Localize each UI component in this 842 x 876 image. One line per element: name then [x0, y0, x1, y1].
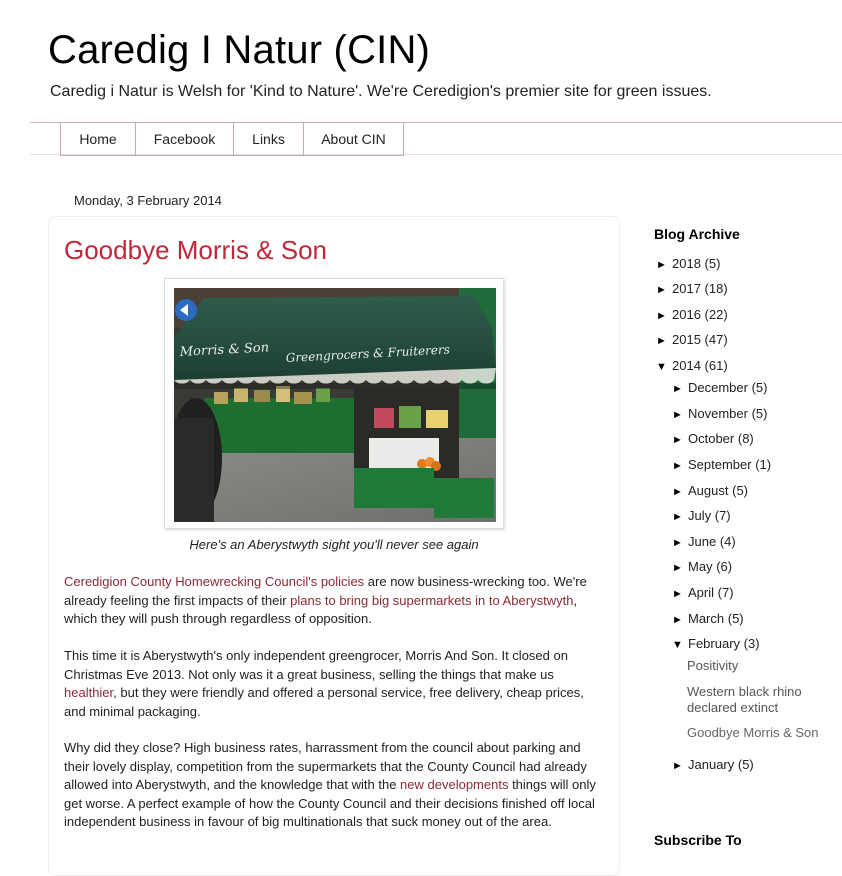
p3-text-1: Why did they close? High business rates, harrassment from the council about parking and their lovely display, competition from the supermarkets that the County Council had already allowed into Aberystwyth, and the knowledge that with the: [64, 740, 587, 792]
tab-home[interactable]: Home: [60, 122, 135, 156]
new-developments-link[interactable]: new developments: [400, 777, 509, 792]
collapsed-triangle-icon[interactable]: ►: [656, 259, 667, 271]
collapsed-triangle-icon[interactable]: ►: [656, 310, 667, 322]
archive-post-goodbye-morris[interactable]: Goodbye Morris & Son: [687, 725, 819, 740]
collapsed-triangle-icon[interactable]: ►: [672, 614, 683, 626]
site-description: Caredig i Natur is Welsh for 'Kind to Nature'. We're Ceredigion's premier site for green issues.: [50, 83, 712, 100]
archive-year-2017[interactable]: ► 2017 (18): [656, 281, 728, 296]
archive-month-february[interactable]: ▼ February (3): [672, 636, 760, 651]
p2-text-1: This time it is Aberystwyth's only independent greengrocer, Morris And Son. It closed on Christmas Eve 2013. Not only was it a great business, selling the things that make us: [64, 648, 568, 682]
awning-text-left: Morris & Son: [179, 340, 270, 360]
collapsed-triangle-icon[interactable]: ►: [672, 486, 683, 498]
collapsed-triangle-icon[interactable]: ►: [672, 562, 683, 574]
collapsed-triangle-icon[interactable]: ►: [656, 284, 667, 296]
collapsed-triangle-icon[interactable]: ►: [672, 409, 683, 421]
supermarkets-plan-link[interactable]: plans to bring big supermarkets in to Aberystwyth: [290, 592, 574, 608]
collapsed-triangle-icon[interactable]: ►: [672, 511, 683, 523]
archive-year-2015[interactable]: ► 2015 (47): [656, 332, 728, 347]
p3-text-2: things will only get worse. A perfect example of how the County Council and their decisions finished off local independent business in favour of big multinationals that suck money out of the area.: [64, 777, 596, 829]
archive-month-november[interactable]: ► November (5): [672, 406, 768, 421]
archive-month-july[interactable]: ► July (7): [672, 508, 731, 523]
archive-month-may[interactable]: ► May (6): [672, 559, 733, 574]
archive-post-western-black-rhino[interactable]: Western black rhino declared extinct: [687, 684, 802, 715]
archive-month-september[interactable]: ► September (1): [672, 457, 772, 472]
nav-tabs: [60, 122, 404, 156]
archive-month-april[interactable]: ► April (7): [672, 585, 734, 600]
collapsed-triangle-icon[interactable]: ►: [672, 383, 683, 395]
shop-front-image: [174, 288, 496, 522]
expanded-triangle-icon[interactable]: ▼: [672, 639, 683, 651]
collapsed-triangle-icon[interactable]: ►: [672, 588, 683, 600]
tab-facebook[interactable]: Facebook: [135, 122, 233, 156]
post-title[interactable]: Goodbye Morris & Son: [64, 235, 328, 265]
p2-text-2: , but they were friendly and offered a personal service, free delivery, cheap prices, and minimal packaging.: [64, 685, 584, 719]
archive-month-december[interactable]: ► December (5): [672, 380, 768, 395]
p1-text-2: , which they will push through regardless of opposition.: [64, 592, 578, 626]
archive-month-june[interactable]: ► June (4): [672, 534, 736, 549]
archive-month-january[interactable]: ► January (5): [672, 757, 754, 772]
expanded-triangle-icon[interactable]: ▼: [656, 361, 667, 373]
archive-year-2018[interactable]: ► 2018 (5): [656, 256, 721, 271]
post-image-frame[interactable]: [164, 278, 504, 529]
collapsed-triangle-icon[interactable]: ►: [672, 460, 683, 472]
image-caption: Here's an Aberystwyth sight you'll never see again: [189, 537, 479, 552]
archive-year-2014[interactable]: ▼ 2014 (61): [656, 358, 728, 373]
council-policies-link[interactable]: Ceredigion County Homewrecking Council's policies: [64, 574, 365, 589]
tab-about-cin[interactable]: About CIN: [303, 122, 404, 156]
post-paragraph-3: [64, 739, 609, 832]
healthier-link[interactable]: healthier: [64, 685, 114, 700]
collapsed-triangle-icon[interactable]: ►: [672, 760, 683, 772]
archive-post-positivity[interactable]: Positivity: [687, 658, 739, 673]
post-paragraph-2: [64, 647, 609, 721]
subscribe-title: Subscribe To: [654, 832, 742, 848]
p1-text-1: are now business-wrecking too. We're already feeling the first impacts of their: [64, 574, 587, 608]
site-title[interactable]: Caredig I Natur (CIN): [48, 28, 431, 72]
archive-year-2016[interactable]: ► 2016 (22): [656, 307, 728, 322]
archive-month-october[interactable]: ► October (8): [672, 431, 754, 446]
collapsed-triangle-icon[interactable]: ►: [656, 335, 667, 347]
archive-month-march[interactable]: ► March (5): [672, 611, 744, 626]
post-date: Monday, 3 February 2014: [74, 193, 222, 208]
collapsed-triangle-icon[interactable]: ►: [672, 537, 683, 549]
collapsed-triangle-icon[interactable]: ►: [672, 434, 683, 446]
archive-month-august[interactable]: ► August (5): [672, 483, 748, 498]
tab-links[interactable]: Links: [233, 122, 303, 156]
blog-archive-title: Blog Archive: [654, 226, 740, 242]
post-paragraph-1: [64, 573, 609, 629]
awning-text-right: Greengrocers & Fruiterers: [285, 342, 451, 365]
